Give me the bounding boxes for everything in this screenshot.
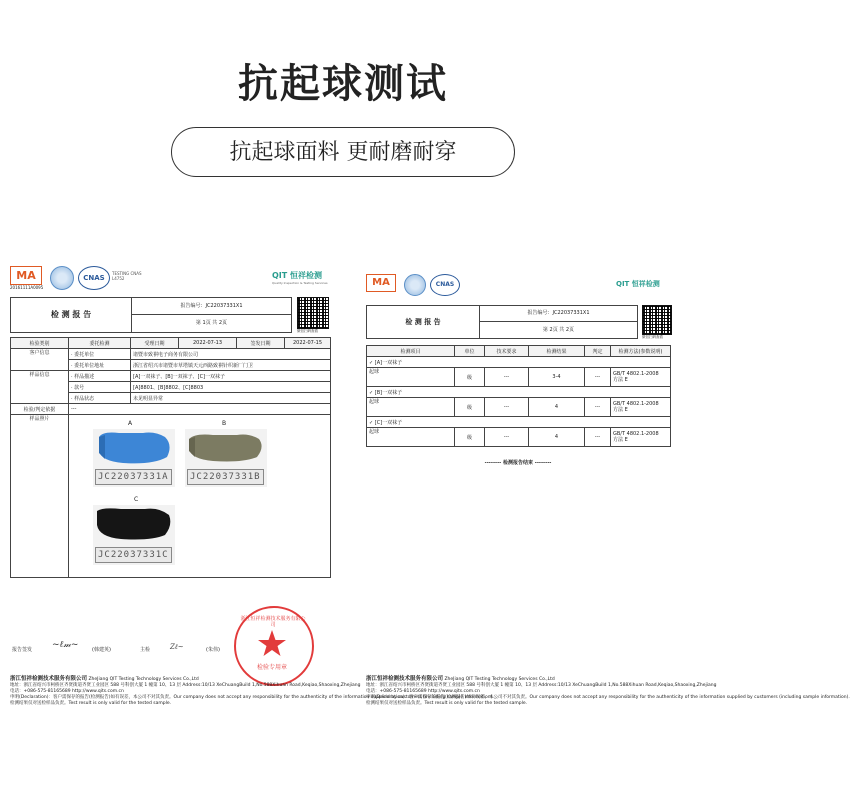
table-header-row <box>367 346 671 357</box>
sock-a-icon <box>93 429 175 467</box>
photo-letter-b: B <box>222 420 227 427</box>
footer-declaration: 申明(Declaration)：客户需保存的报告(检测报告)如有误差，本公司不对其负责。Our company does not accept any responsibility for the authenticity of the information supplied by customers (including sample information). <box>10 695 494 700</box>
cell-item: 起球 <box>367 368 455 387</box>
table-row <box>367 368 671 387</box>
table-row <box>11 338 331 349</box>
qr-code[interactable] <box>642 305 672 335</box>
page-title: 抗起球测试 <box>238 61 448 107</box>
report-end-marker: -------- 检测报告结束 -------- <box>484 460 552 466</box>
report-page: 第 1页 共 2页 <box>195 320 228 326</box>
field-key: · 款号 <box>69 382 131 393</box>
method-standard: GB/T 4802.1-2008 <box>613 401 659 407</box>
results-table <box>366 345 671 447</box>
cell-requirement: --- <box>485 368 529 387</box>
method-standard: GB/T 4802.1-2008 <box>613 371 659 377</box>
cma-logo <box>366 274 396 292</box>
group-title-row <box>367 387 671 398</box>
subtitle-pill: 抗起球面料 更耐磨耐穿 <box>171 127 515 177</box>
report-header-box <box>366 305 638 339</box>
photo-letter-c: C <box>134 496 139 503</box>
footer-company-en: ZheJiang QIT Testing Technology Services Co.,Ltd <box>444 677 555 682</box>
footer-company: 浙江恒祥检测技术服务有限公司 <box>366 676 444 682</box>
report-page: 第 2页 共 2页 <box>542 327 575 333</box>
sock-photo-b <box>185 429 267 487</box>
cma-logo-text: MA <box>16 269 36 282</box>
field-key: · 委托单位 <box>69 349 131 360</box>
seal-company: 浙江恒祥检测技术服务有限公司 <box>240 616 306 628</box>
method-standard: GB/T 4802.1-2008 <box>613 431 659 437</box>
column-header: 技术要求 <box>485 346 529 357</box>
field-value: 未见明显异常 <box>131 393 331 404</box>
cell-judgement: --- <box>585 368 611 387</box>
column-header: 检测项目 <box>367 346 455 357</box>
cnas-logo <box>78 266 110 290</box>
field-key: · 委托单位地址 <box>69 360 131 371</box>
official-seal <box>234 606 314 686</box>
sock-b-icon <box>185 429 267 467</box>
report-page-2 <box>366 271 670 471</box>
field-value: 浙江省绍兴市诸暨市草塔镇天元西路致祺针织新厂门卫 <box>131 360 331 371</box>
group-title-row <box>367 357 671 368</box>
table-row <box>367 428 671 447</box>
footer-tel: 电话：+086-575-81165689 http://www.qits.com.cn <box>366 689 480 694</box>
footer-validity: 检测结果仅对送检样品负责。Test result is only valid for the tested sample. <box>366 701 528 706</box>
cma-logo <box>10 266 42 285</box>
table-row <box>11 349 331 360</box>
column-header: 检测方法(参数说明) <box>611 346 671 357</box>
sample-plate-b: JC22037331B <box>187 469 264 485</box>
cell-judgement: --- <box>585 398 611 417</box>
field-value: [A]8801、[B]8802、[C]8803 <box>131 382 331 393</box>
sample-label: 样品信息 <box>11 371 69 404</box>
footer-page-1 <box>10 676 494 707</box>
footer-address: 地址：浙江省绍兴市柯桥区齐贤街道齐贤工业园区 588 号科创大厦 1 幢第 10、13 层 Address:10/13 XeChuangBuild 1,No.588Xihuan Road,Keqiao,Shaoxing,Zhejiang <box>10 683 361 688</box>
field-key: · 样品描述 <box>69 371 131 382</box>
field-value: 诸暨市致祺电子商务有限公司 <box>131 349 331 360</box>
report-number: 报告编号：JC22037331X1 <box>132 298 291 315</box>
chief-signature: Zℓ~ <box>170 643 184 651</box>
cell-unit: 级 <box>455 398 485 417</box>
sample-plate-a: JC22037331A <box>95 469 172 485</box>
signature-scribble: ~ℓ𝓂~ <box>52 640 79 650</box>
qit-tagline: Quality Inspection & Testing Services <box>272 281 328 285</box>
ilac-mra-logo <box>50 266 74 290</box>
photo-letter-a: A <box>128 420 133 427</box>
table-cell: 2022-07-15 <box>285 338 331 349</box>
table-cell: 签发日期 <box>237 338 285 349</box>
qr-caption: 微信扫码查看 <box>642 335 663 339</box>
footer-company-en: ZheJiang QIT Testing Technology Services Co.,Ltd <box>88 677 199 682</box>
cell-item: 起球 <box>367 398 455 417</box>
sock-photo-c <box>93 505 175 565</box>
table-cell: 委托检测 <box>69 338 131 349</box>
field-key: · 样品状态 <box>69 393 131 404</box>
report-title: 检 测 报 告 <box>11 298 132 332</box>
footer-validity: 检测结果仅对送检样品负责。Test result is only valid for the tested sample. <box>10 701 172 706</box>
report-title: 检 测 报 告 <box>367 306 480 338</box>
group-title: ✓ [C]一双袜子 <box>367 417 671 428</box>
cell-method <box>611 368 671 387</box>
cma-logo-text: MA <box>372 277 390 288</box>
column-header: 单位 <box>455 346 485 357</box>
photo-label: 样品照片 <box>11 415 69 578</box>
sample-plate-c: JC22037331C <box>95 547 172 563</box>
cell-result: 4 <box>529 398 585 417</box>
group-title-row <box>367 417 671 428</box>
cell-method <box>611 398 671 417</box>
qr-code[interactable] <box>297 297 329 329</box>
footer-declaration: 申明(Declaration)：客户需保存的报告(检测报告)如有误差，本公司不对其负责。Our company does not accept any responsibility for the authenticity of the information supplied by customers (including sample information). <box>366 695 850 700</box>
table-row <box>367 398 671 417</box>
cell-unit: 级 <box>455 368 485 387</box>
group-title: ✓ [B]一双袜子 <box>367 387 671 398</box>
table-cell: 受理日期 <box>131 338 179 349</box>
group-title: ✓ [A]一双袜子 <box>367 357 671 368</box>
method-variant: 方法 E <box>613 377 628 383</box>
table-row <box>11 404 331 415</box>
method-variant: 方法 E <box>613 437 628 443</box>
cell-result: 3-4 <box>529 368 585 387</box>
footer-tel: 电话：+086-575-81165689 http://www.qits.com.cn <box>10 689 124 694</box>
column-header: 检测结果 <box>529 346 585 357</box>
basis-label: 检验/判定依据 <box>11 404 69 415</box>
report-header-box <box>10 297 292 333</box>
chief-name: (朱伟) <box>206 647 220 653</box>
cell-judgement: --- <box>585 428 611 447</box>
signer-label: 报告签发 <box>12 647 33 653</box>
cell-item: 起球 <box>367 428 455 447</box>
cell-requirement: --- <box>485 398 529 417</box>
seal-caption: 检验专用章 <box>256 664 287 671</box>
report-number: 报告编号：JC22037331X1 <box>480 306 637 322</box>
cell-method <box>611 428 671 447</box>
cma-number: 20161111A0095 <box>10 285 44 290</box>
cnas-logo-text: CNAS <box>435 281 455 288</box>
ilac-mra-logo <box>404 274 426 296</box>
footer-address: 地址：浙江省绍兴市柯桥区齐贤街道齐贤工业园区 588 号科创大厦 1 幢第 10、13 层 Address:10/13 XeChuangBuild 1,No.588Xihuan Road,Keqiao,Shaoxing,Zhejiang <box>366 683 717 688</box>
table-cell: 检验类别 <box>11 338 69 349</box>
cnas-logo <box>430 274 460 296</box>
sock-c-icon <box>93 505 175 543</box>
client-label: 客户信息 <box>11 349 69 371</box>
cnas-logo-text: CNAS <box>83 274 105 282</box>
cell-result: 4 <box>529 428 585 447</box>
cnas-number: TESTING CNAS L4752 <box>112 271 142 281</box>
sock-photo-a <box>93 429 175 487</box>
qit-logo: QIT 恒祥检测 <box>272 271 323 280</box>
basis-value: --- <box>69 404 331 415</box>
footer-company: 浙江恒祥检测技术服务有限公司 <box>10 676 88 682</box>
field-value: [A]一双袜子、[B]一双袜子、[C]一双袜子 <box>131 371 331 382</box>
column-header: 判定 <box>585 346 611 357</box>
footer-page-2 <box>366 676 850 707</box>
qr-caption: 微信扫码查看 <box>297 329 318 333</box>
table-row <box>11 371 331 382</box>
table-cell: 2022-07-13 <box>179 338 237 349</box>
qit-logo: QIT 恒祥检测 <box>616 280 660 288</box>
chief-label: 主检 <box>140 647 151 653</box>
signer-name: (韩建英) <box>92 647 111 653</box>
method-variant: 方法 E <box>613 407 628 413</box>
cell-requirement: --- <box>485 428 529 447</box>
report-page-1 <box>10 263 361 691</box>
cell-unit: 级 <box>455 428 485 447</box>
